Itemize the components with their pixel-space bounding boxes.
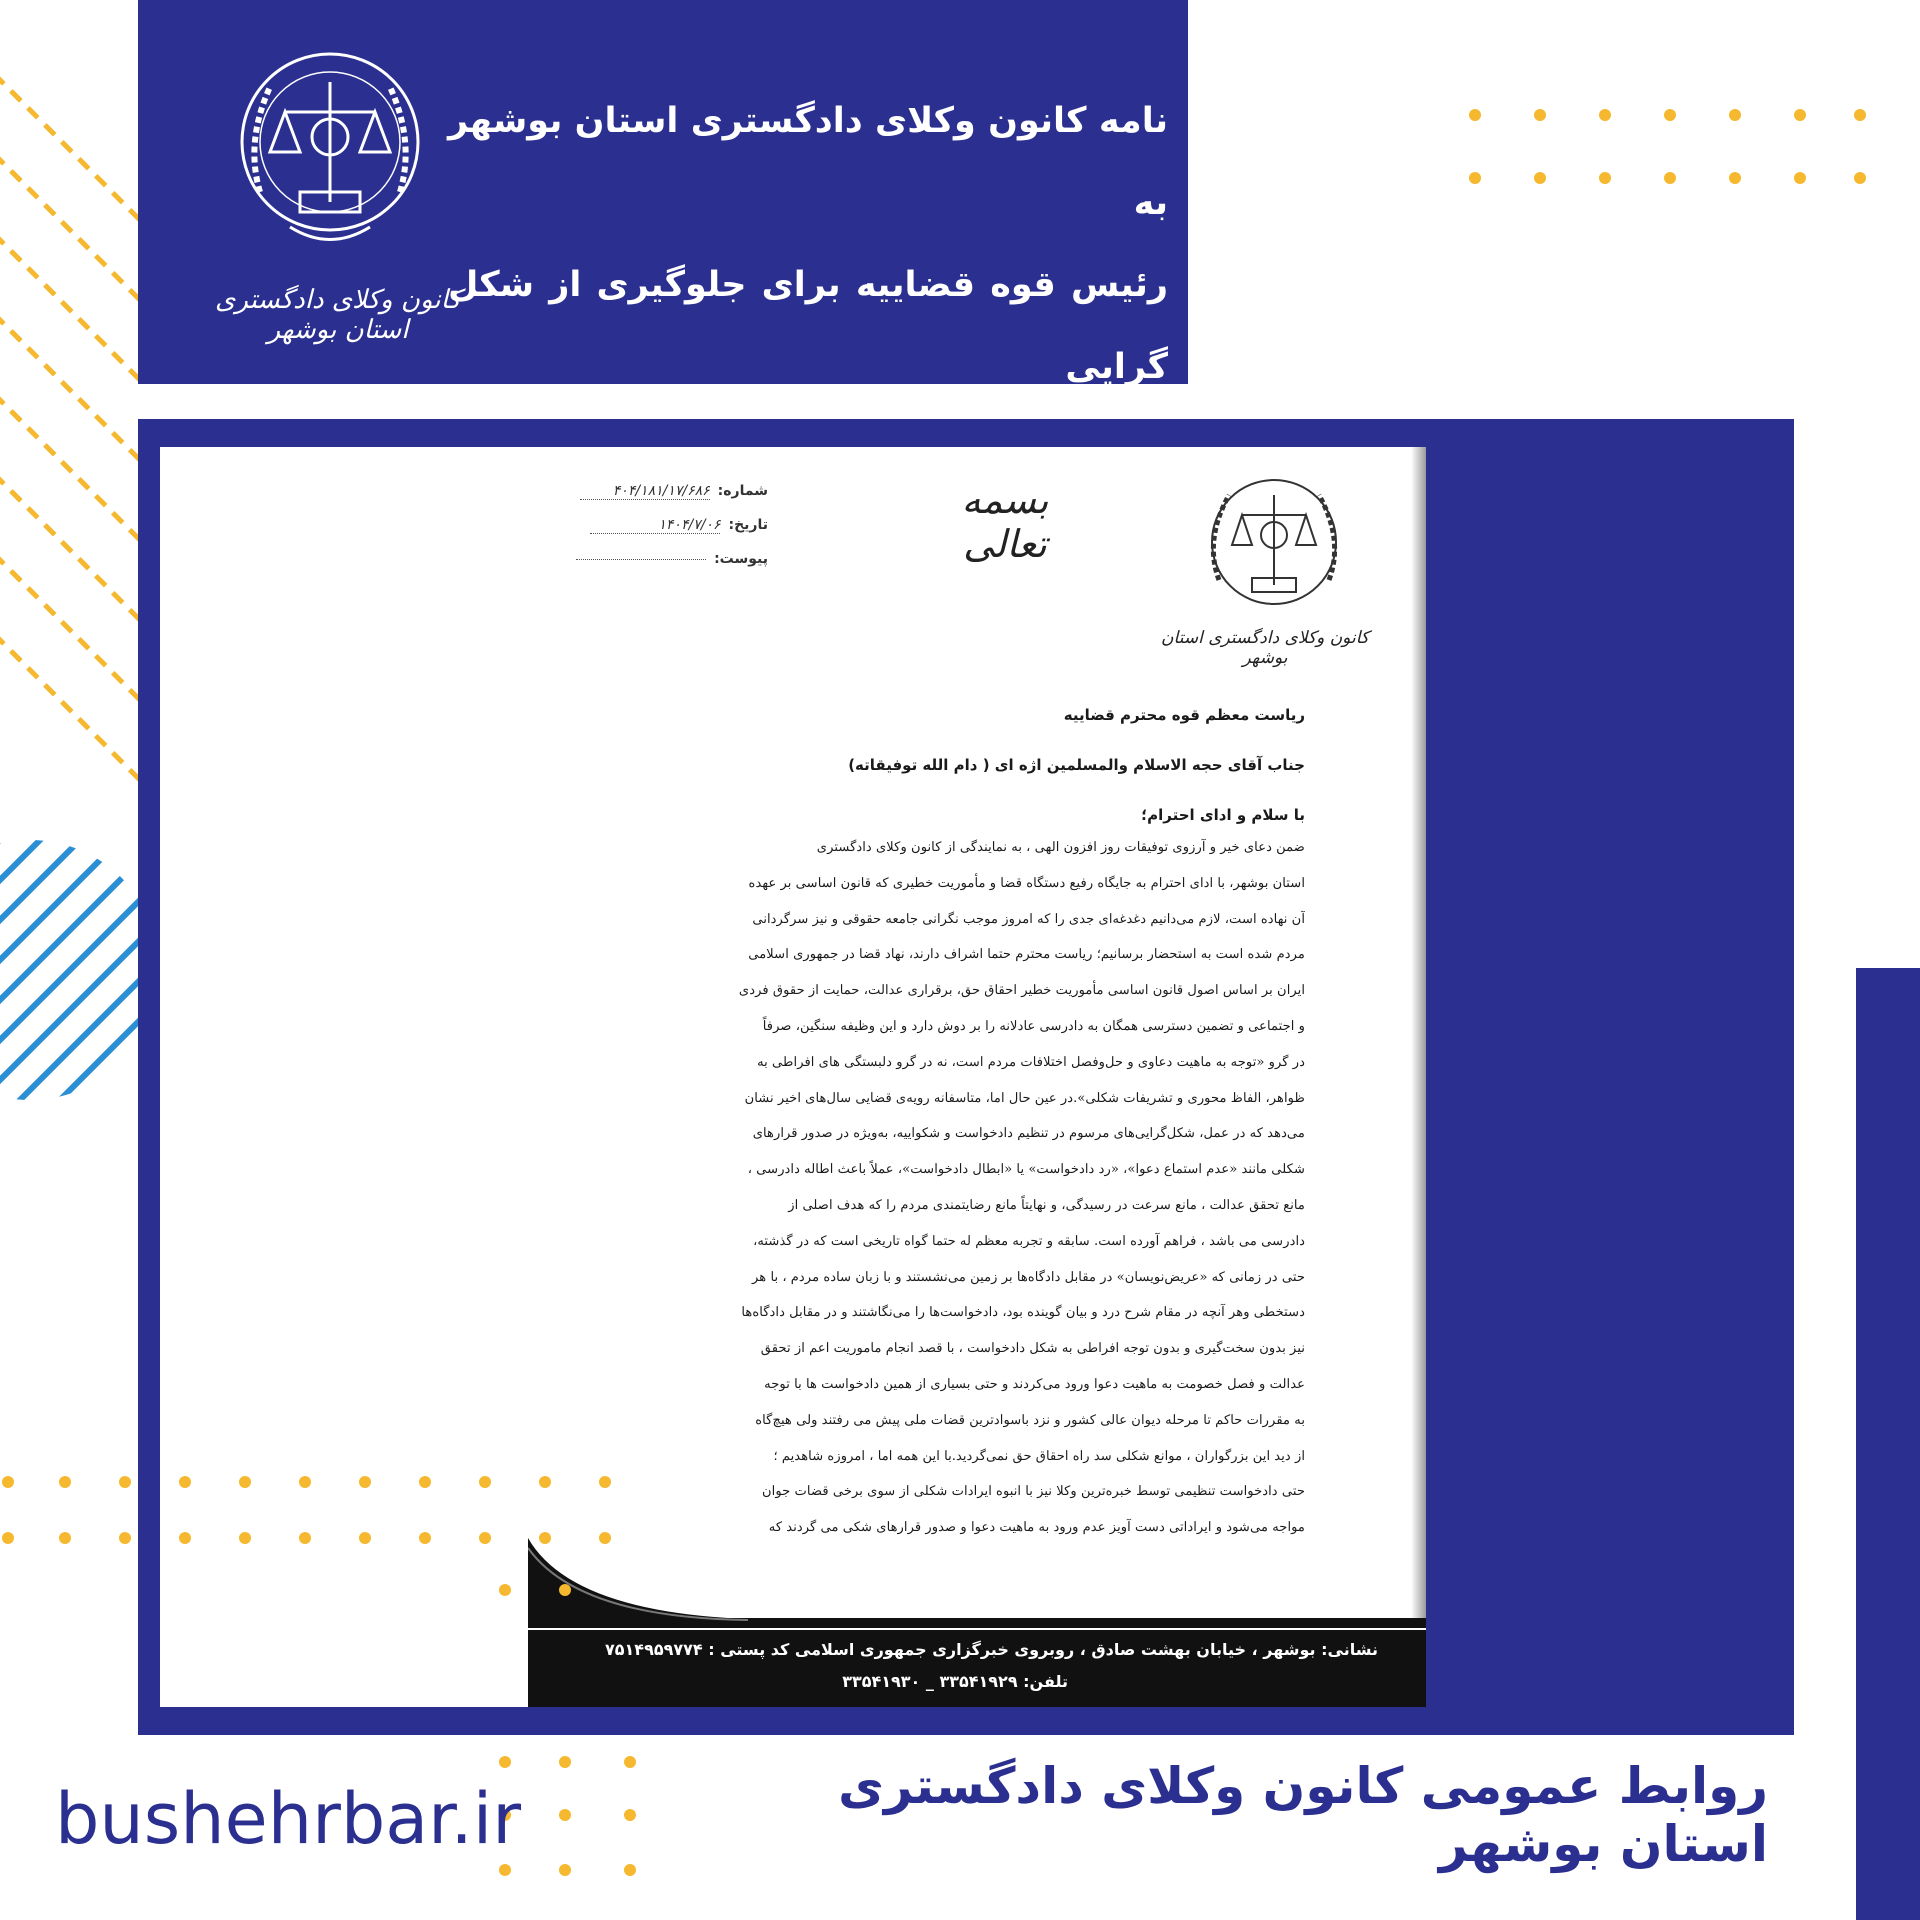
body-line: می‌دهد که در عمل، شکل‌گرایی‌های مرسوم در تنظیم دادخواست و شکواییه، به‌ویژه در صدور قرارهای [752, 1126, 1305, 1142]
body-line: از دید این بزرگواران ، موانع شکلی سد راه احقاق حق نمی‌گردید.با این همه اما ، امروزه شاهدیم ؛ [773, 1448, 1305, 1464]
header-logo-caption: کانون وکلای دادگستری استان بوشهر [215, 285, 461, 345]
right-accent-bar [1856, 968, 1920, 1920]
meta-date-row [548, 508, 768, 542]
letter-footer-address: نشانی: بوشهر ، خیابان بهشت صادق ، روبروی خبرگزاری جمهوری اسلامی کد پستی : ۷۵۱۴۹۵۹۷۷۴ [605, 1640, 1378, 1659]
website-link[interactable]: bushehrbar.ir [55, 1778, 522, 1860]
body-line: به مقررات حاکم تا مرحله دیوان عالی کشور و نزد باسوادترین قضات ملی پیش می رفتند ولی هیچ‌گاه [755, 1412, 1305, 1428]
basmala-heading: بسمه تعالی [961, 478, 1049, 566]
letter-recipient [640, 700, 1305, 850]
number-value: ۴۰۴/۱۸۱/۱۷/۶۸۶ [580, 483, 710, 500]
body-line: آن نهاده است، لازم می‌دانیم دغدغه‌ای جدی را که امروز موجب نگرانی جامعه حقوقی و نیز سرگردانی [752, 911, 1305, 927]
body-line: مواجه می‌شود و ایراداتی دست آویز عدم ورود به ماهیت دعوا و صدور قرارهای شکی می گردند که [768, 1520, 1305, 1536]
date-label: تاریخ: [728, 517, 768, 533]
date-value: ۱۴۰۴/۷/۰۶ [590, 517, 720, 534]
body-line: مانع تحقق عدالت ، مانع سرعت در رسیدگی، و نهایتاً مانع رضایتمندی مردم را که هدف اصلی از [788, 1197, 1305, 1213]
body-line: دادرسی می باشد ، فراهم آورده است. سابقه و تجربه معظم له حتما گواه تاریخی است که در گذشته، [753, 1233, 1305, 1249]
letter-footer-phone: تلفن: ۳۳۵۴۱۹۲۹ _ ۳۳۵۴۱۹۳۰ [842, 1672, 1068, 1691]
body-line: در گرو «توجه به ماهیت دعاوی و حل‌وفصل اختلافات مردم است، نه در گرو دلبستگی های افراطی به [757, 1054, 1305, 1070]
footer-caption: روابط عمومی کانون وکلای دادگستری استان بوشهر [838, 1757, 1768, 1873]
title-line: رئیس قوه قضاییه برای جلوگیری از شکل گرایی [448, 265, 1168, 387]
body-line: حتی دادخواست تنظیمی توسط خبره‌ترین وکلا نیز با انبوه ایرادات شکلی از سوی برخی قضات جوان [762, 1484, 1305, 1500]
title-line: نامه کانون وکلای دادگستری استان بوشهر به [448, 101, 1168, 223]
yellow-dots-decoration-top [1460, 100, 1870, 190]
body-line: شکلی مانند «عدم استماع دعوا»، «رد دادخواست» یا «ابطال دادخواست»، عملاً باعث اطاله دادرسی ، [747, 1162, 1305, 1178]
body-line: ایران بر اساس اصول قانون اساسی مأموریت خطیر احقاق حق، برقراری عدالت، حمایت از حقوق فردی [738, 983, 1305, 999]
meta-number-row [548, 474, 768, 508]
scales-of-justice-emblem-icon [230, 42, 430, 262]
yellow-stripes-decoration [0, 0, 140, 820]
body-line: نیز بدون سخت‌گیری و بدون توجه افراطی به شکل دادخواست ، با قصد انجام ماموریت اعم از تحقق [760, 1341, 1305, 1357]
paper-edge-shadow [1411, 447, 1426, 1627]
recipient-line: با سلام و ادای احترام؛ [1141, 806, 1305, 824]
body-line: مردم شده است به استحضار برسانیم؛ ریاست محترم حتما اشراف دارند، نهاد قضا در جمهوری اسلامی [748, 947, 1305, 963]
body-line: ظواهر، الفاظ محوری و تشریفات شکلی».در عین حال اما، متاسفانه رویه‌ی قضایی سال‌های اخیر نشان [744, 1090, 1305, 1106]
letter-body [645, 830, 1305, 1546]
body-line: و اجتماعی و تضمین دسترسی همگان به دادرسی عادلانه را بر دوش دارد و این وظیفه سنگین، صرفاً [762, 1018, 1305, 1034]
meta-attachment-row [548, 542, 768, 576]
attachment-value [576, 559, 706, 560]
recipient-line: ریاست معظم قوه محترم قضاییه [1063, 706, 1305, 724]
body-line: استان بوشهر، با ادای احترام به جایگاه رفیع دستگاه قضا و مأموریت خطیری که قانون اساسی بر عهده [748, 875, 1305, 891]
number-label: شماره: [717, 483, 768, 499]
body-line: حتی در زمانی که «عریض‌نویسان» در مقابل دادگاه‌ها بر زمین می‌نشستند و با زبان ساده مردم ، با هر [752, 1269, 1305, 1285]
letter-footer-curve [528, 1538, 1426, 1628]
recipient-line: جناب آقای حجه الاسلام والمسلمین اژه ای ( دام الله توفیقاته) [848, 756, 1305, 774]
scales-of-justice-emblem-icon [1194, 470, 1354, 620]
body-line: دستخطی وهر آنچه در مقام شرح درد و بیان گوینده بود، دادخواست‌ها را می‌نگاشتند و در مقابل دادگاه‌ها [741, 1305, 1305, 1321]
header-panel [138, 0, 1188, 387]
body-line: عدالت و فصل خصومت به ماهیت دعوا ورود می‌کردند و حتی بسیاری از همین دادخواست ها با توجه [764, 1376, 1305, 1392]
attachment-label: پیوست: [714, 551, 768, 567]
body-line: ضمن دعای خیر و آرزوی توفیقات روز افزون الهی ، به نمایندگی از کانون وکلای دادگستری [816, 840, 1305, 855]
letter-logo-caption: کانون وکلای دادگستری استان بوشهر [1161, 628, 1369, 668]
letter-meta [548, 474, 768, 576]
